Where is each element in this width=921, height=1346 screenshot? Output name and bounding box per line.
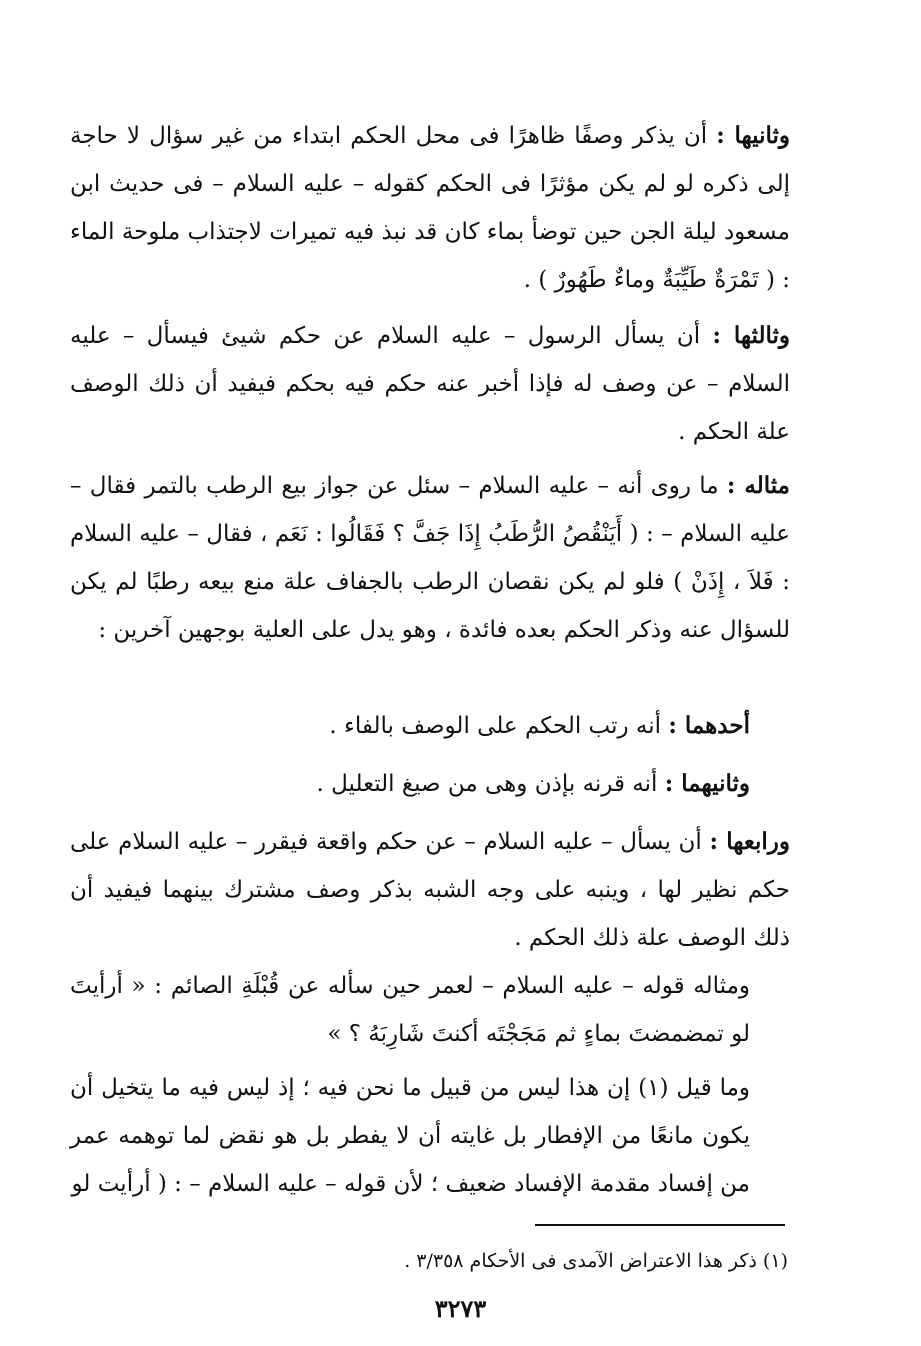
paragraph-mithaluhu [70, 462, 790, 654]
paragraph-lead: وثالثها : [712, 322, 791, 349]
page-number: ٣٢٧٣ [434, 1294, 487, 1323]
paragraph-text: وما قيل (١) إن هذا ليس من قبيل ما نحن فيه ؛ إذ ليس فيه ما يتخيل أن يكون مانعًا من الإفطار بل غايته أن لا يفطر بل هو نقض لما توهمه عمر من إفساد مقدمة الإفساد ضعيف ؛ لأن قوله – عليه السلام – : ( أرأيت لو [70, 1075, 750, 1197]
paragraph-text: أن يذكر وصفًا ظاهرًا فى محل الحكم ابتداء من غير سؤال لا حاجة إلى ذكره لو لم يكن مؤثرًا فى الحكم كقوله – عليه السلام – فى حديث ابن مسعود ليلة الجن حين توضأ بماء كان قد نبذ فيه تميرات لاجتذاب ملوحة الماء : ( تَمْرَةٌ طَيِّبَةٌ وماءٌ طَهُورٌ ) . [70, 123, 790, 293]
footnote-divider [535, 1224, 785, 1226]
paragraph-text: ومثاله قوله – عليه السلام – لعمر حين سأله عن قُبْلَةِ الصائم : « أرأيتَ لو تمضمضتَ بماءٍ ثم مَجَجْتَه أكنتَ شَارِبَهُ ؟ » [70, 973, 750, 1047]
paragraph-lead: ورابعها : [709, 828, 790, 855]
footnote: (١) ذكر هذا الاعتراض الآمدى فى الأحكام ٣/٣٥٨ . [404, 1250, 788, 1272]
paragraph-ahaduhuma [70, 702, 790, 750]
paragraph-text: ما روى أنه – عليه السلام – سئل عن جواز بيع الرطب بالتمر فقال – عليه السلام – : ( أَيَنْقُصُ الرُّطَبُ إِذَا جَفَّ ؟ فَقَالُوا : نَعَم ، فقال – عليه السلام : فَلاَ ، إِذَنْ ) فلو لم يكن نقصان الرطب بالجفاف علة منع بيعه رطبًا لم يكن للسؤال عنه وذكر الحكم بعده فائدة ، وهو يدل على العلية بوجهين آخرين : [70, 473, 790, 643]
paragraph-text: أن يسأل – عليه السلام – عن حكم واقعة فيقرر – عليه السلام على حكم نظير لها ، وينبه على وجه الشبه بذكر وصف مشترك بينهما فيفيد أن ذلك الوصف علة ذلك الحكم . [70, 829, 790, 951]
paragraph-rabiuha [70, 818, 790, 962]
paragraph-lead: وثانيهما : [664, 770, 750, 797]
paragraph-thalithuha [70, 312, 790, 456]
paragraph-text: أنه رتب الحكم على الوصف بالفاء . [329, 713, 669, 739]
paragraph-thaniha [70, 112, 790, 304]
paragraph-lead: وثانيها : [716, 122, 790, 149]
paragraph-lead: مثاله : [726, 472, 790, 499]
paragraph-lead: أحدهما : [668, 712, 750, 739]
paragraph-thanihuma [70, 760, 790, 808]
paragraph-text: أن يسأل الرسول – عليه السلام عن حكم شيئ فيسأل – عليه السلام – عن وصف له فإذا أخبر عنه حكم فيه بحكم فيفيد أن ذلك الوصف علة الحكم . [70, 323, 790, 445]
paragraph-text: أنه قرنه بإذن وهى من صيغ التعليل . [316, 771, 665, 797]
paragraph-wama-qila [70, 1064, 790, 1208]
paragraph-mithaluhu-qawluhu [70, 962, 790, 1058]
